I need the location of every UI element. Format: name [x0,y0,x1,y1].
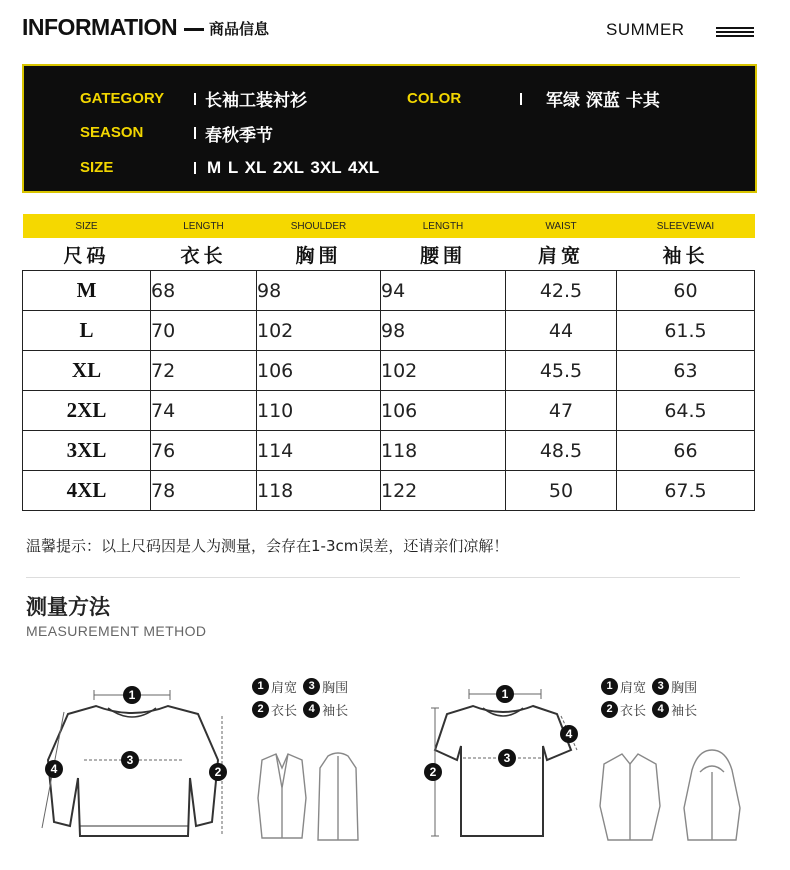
legend-item: 3 胸围 [652,677,697,696]
size-table [22,214,755,511]
shirt-and-hoodie-icons [594,748,754,848]
cell-sleeve: 61.5 [617,311,755,351]
cell-length: 70 [151,311,257,351]
header-right-label: SUMMER [606,20,685,39]
legend-item: 2 衣长 [252,700,297,719]
header-cn-shoulder: 肩宽 [537,244,584,267]
svg-text:4: 4 [50,762,58,776]
header-dash [184,28,204,31]
cell-shoulder: 50 [506,471,617,511]
season-value: 春秋季节 [205,126,273,146]
header-cn-waist: 腰围 [419,244,466,267]
svg-text:2: 2 [214,765,222,779]
legend-item: 4 袖长 [303,700,348,719]
table-row [23,471,755,511]
color-label: COLOR [407,90,462,107]
cell-waist: 118 [381,431,506,471]
cell-waist: 122 [381,471,506,511]
size-table-header-en [23,214,755,238]
measurement-tip: 温馨提示：以上尺码因是人为测量，会存在1-3cm误差，还请亲们凉解！ [26,537,509,555]
cell-waist: 98 [381,311,506,351]
blazer-and-jacket-icons [242,748,362,848]
cell-chest: 118 [257,471,381,511]
category-value: 长袖工装衬衫 [205,91,307,111]
cell-shoulder: 48.5 [506,431,617,471]
cell-size: XL [23,351,151,391]
svg-text:1: 1 [128,688,136,702]
info-box [22,64,757,193]
table-row [23,351,755,391]
cell-length: 74 [151,391,257,431]
header-en-length: LENGTH [151,214,257,238]
divider [26,577,740,578]
method-title-en: MEASUREMENT METHOD [26,623,207,639]
cell-shoulder: 44 [506,311,617,351]
cell-size: 2XL [23,391,151,431]
cell-waist: 106 [381,391,506,431]
tshirt-measure-diagram [395,668,595,848]
cell-chest: 110 [257,391,381,431]
measure-badges [45,686,227,781]
cell-shoulder: 45.5 [506,351,617,391]
color-value: 军绿 深蓝 卡其 [546,91,660,111]
category-label: GATEGORY [80,90,165,107]
cell-chest: 98 [257,271,381,311]
cell-length: 72 [151,351,257,391]
cell-waist: 94 [381,271,506,311]
cell-shoulder: 42.5 [506,271,617,311]
cell-chest: 114 [257,431,381,471]
table-row [23,431,755,471]
cell-size: 3XL [23,431,151,471]
legend-left [252,677,350,719]
legend-right [601,677,699,719]
cell-size: M [23,271,151,311]
header-subtitle: 商品信息 [209,20,270,38]
season-label: SEASON [80,124,144,141]
header-en-sleeve: SLEEVEWAI [617,214,755,238]
svg-text:2: 2 [429,765,437,779]
cell-sleeve: 66 [617,431,755,471]
svg-text:1: 1 [501,687,509,701]
header-title: INFORMATION [22,14,178,40]
sweater-measure-diagram [30,668,245,848]
header-en-waist: WAIST [506,214,617,238]
legend-item: 4 袖长 [652,700,697,719]
cell-chest: 102 [257,311,381,351]
size-label: SIZE [80,159,114,176]
header-en-length-2: LENGTH [381,214,506,238]
cell-sleeve: 60 [617,271,755,311]
cell-length: 76 [151,431,257,471]
header-cn-length: 衣长 [180,244,227,267]
legend-item: 1 肩宽 [252,677,297,696]
header-en-shoulder: SHOULDER [257,214,381,238]
cell-length: 78 [151,471,257,511]
cell-shoulder: 47 [506,391,617,431]
cell-sleeve: 67.5 [617,471,755,511]
svg-text:4: 4 [565,727,573,741]
legend-item: 3 胸围 [303,677,348,696]
size-table-header-cn [23,238,755,271]
svg-text:3: 3 [503,751,511,765]
table-row [23,271,755,311]
header-cn-size: 尺码 [63,244,110,267]
legend-item: 2 衣长 [601,700,646,719]
cell-sleeve: 64.5 [617,391,755,431]
cell-length: 68 [151,271,257,311]
header-cn-chest: 胸围 [295,244,342,267]
method-title-cn: 测量方法 [26,595,110,619]
cell-size: 4XL [23,471,151,511]
table-row [23,391,755,431]
table-row [23,311,755,351]
cell-chest: 106 [257,351,381,391]
cell-waist: 102 [381,351,506,391]
svg-text:3: 3 [126,753,134,767]
header-en-size: SIZE [23,214,151,238]
legend-item: 1 肩宽 [601,677,646,696]
cell-sleeve: 63 [617,351,755,391]
size-value: M L XL 2XL 3XL 4XL [207,158,380,177]
header-cn-sleeve: 袖长 [662,244,709,267]
cell-size: L [23,311,151,351]
